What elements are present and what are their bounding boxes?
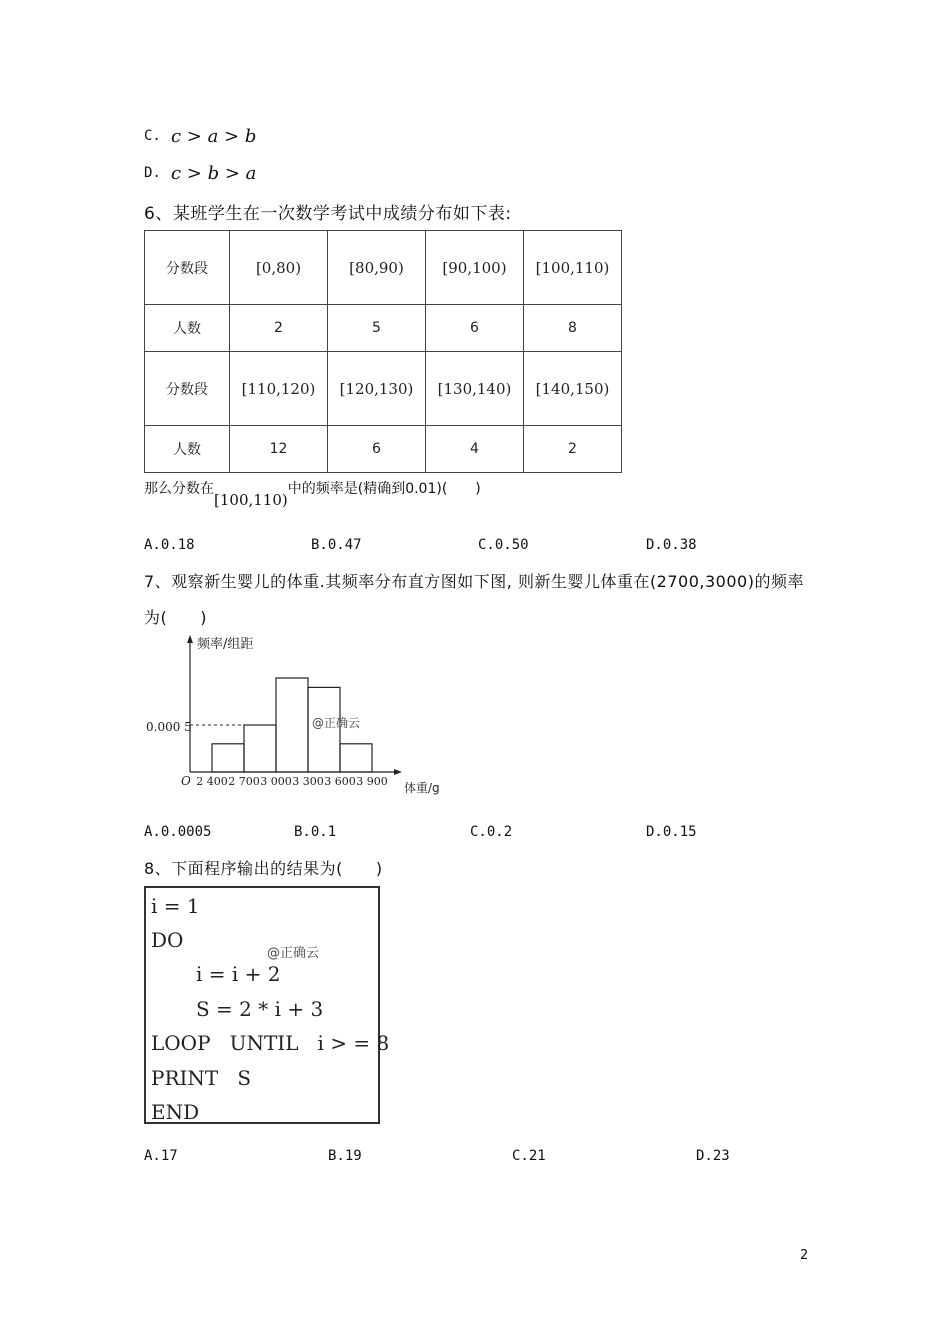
program-line: END xyxy=(151,1100,200,1124)
program-line: PRINT S xyxy=(151,1066,252,1090)
count-cell: 2 xyxy=(230,305,328,352)
histogram-bar xyxy=(276,678,308,772)
row-header-score: 分数段 xyxy=(145,352,230,426)
count-cell: 6 xyxy=(426,305,524,352)
chart-watermark: @正确云 xyxy=(312,716,361,730)
q7-choice-b: B.0.1 xyxy=(294,824,337,840)
program-line: S = 2 * i + 3 xyxy=(196,997,324,1021)
x-tick-label: 2 700 xyxy=(228,775,260,788)
q6-follow-range: [100,110) xyxy=(214,491,288,509)
count-cell: 5 xyxy=(328,305,426,352)
row-header-count: 人数 xyxy=(145,305,230,352)
q8-choice-a: A.17 xyxy=(144,1148,178,1164)
option-d-label: D. xyxy=(144,165,161,181)
option-c-label: C. xyxy=(144,128,161,144)
x-tick-label: 2 400 xyxy=(196,775,228,788)
histogram-chart xyxy=(144,632,454,798)
range-cell: [90,100) xyxy=(426,231,524,305)
q7-stem-line1: 7、观察新生婴儿的体重.其频率分布直方图如下图, 则新生婴儿体重在(2700,3000)的频率 xyxy=(144,572,804,591)
q7-choice-d: D.0.15 xyxy=(646,824,697,840)
q6-choice-c: C.0.50 xyxy=(478,537,529,553)
program-line: DO xyxy=(151,928,184,952)
program-box xyxy=(144,886,390,1124)
x-axis-label: 体重/g xyxy=(404,781,440,795)
range-cell: [0,80) xyxy=(230,231,328,305)
option-c-expr: c > a > b xyxy=(171,126,257,147)
x-axis-arrow xyxy=(394,769,402,775)
q7-stem-line2: 为( ) xyxy=(144,608,207,627)
program-line: i = 1 xyxy=(151,894,200,918)
option-d-expr: c > b > a xyxy=(171,163,257,184)
q6-choice-a: A.0.18 xyxy=(144,537,195,553)
histogram-bar xyxy=(244,725,276,772)
y-axis-label: 频率/组距 xyxy=(197,637,254,652)
q7-choice-a: A.0.0005 xyxy=(144,824,212,840)
x-tick-label: 3 900 xyxy=(356,775,388,788)
count-cell: 12 xyxy=(230,426,328,473)
range-cell: [100,110) xyxy=(524,231,622,305)
program-line: i = i + 2 xyxy=(196,962,281,986)
count-cell: 8 xyxy=(524,305,622,352)
x-tick-label: 3 000 xyxy=(260,775,292,788)
origin-label: O xyxy=(181,774,191,788)
q8-choice-b: B.19 xyxy=(328,1148,362,1164)
x-tick-label: 3 600 xyxy=(324,775,356,788)
page-number: 2 xyxy=(800,1248,809,1263)
q8-choice-c: C.21 xyxy=(512,1148,546,1164)
row-header-score: 分数段 xyxy=(145,231,230,305)
q6-follow-pre: 那么分数在 xyxy=(144,481,214,497)
y-axis-arrow xyxy=(187,635,193,643)
range-cell: [140,150) xyxy=(524,352,622,426)
range-cell: [110,120) xyxy=(230,352,328,426)
y-tick-label: 0.000 5 xyxy=(146,720,192,734)
range-cell: [130,140) xyxy=(426,352,524,426)
q6-choice-d: D.0.38 xyxy=(646,537,697,553)
q8-stem: 8、下面程序输出的结果为( ) xyxy=(144,859,383,878)
program-line: LOOP UNTIL i > = 8 xyxy=(151,1031,390,1055)
histogram-bar xyxy=(212,744,244,772)
program-watermark: @正确云 xyxy=(267,946,320,961)
q6-follow-post: 中的频率是(精确到0.01)( ) xyxy=(287,481,481,497)
range-cell: [80,90) xyxy=(328,231,426,305)
q6-stem: 6、某班学生在一次数学考试中成绩分布如下表: xyxy=(144,204,512,224)
score-table xyxy=(144,230,622,473)
q7-choice-c: C.0.2 xyxy=(470,824,513,840)
count-cell: 2 xyxy=(524,426,622,473)
count-cell: 4 xyxy=(426,426,524,473)
range-cell: [120,130) xyxy=(328,352,426,426)
q6-choice-b: B.0.47 xyxy=(311,537,362,553)
histogram-bar xyxy=(340,744,372,772)
count-cell: 6 xyxy=(328,426,426,473)
row-header-count: 人数 xyxy=(145,426,230,473)
x-tick-label: 3 300 xyxy=(292,775,324,788)
q8-choice-d: D.23 xyxy=(696,1148,730,1164)
q6-follow-up xyxy=(144,478,481,509)
